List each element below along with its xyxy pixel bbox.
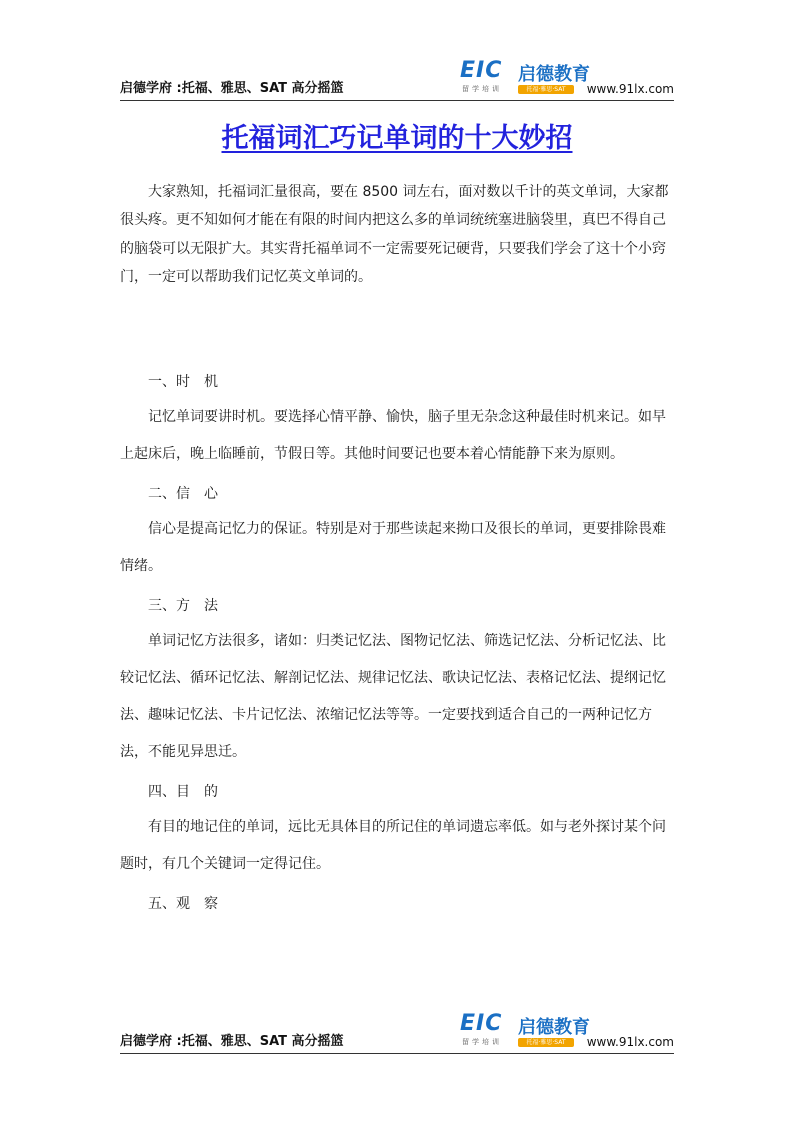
section-text-2: 信心是提高记忆力的保证。特别是对于那些读起来拗口及很长的单词，更要排除畏难情绪。 xyxy=(120,521,666,575)
footer-slogan: 启德学府 :托福、雅思、SAT 高分摇篮 xyxy=(120,1034,344,1049)
header-url[interactable]: www.91lx.com xyxy=(586,82,674,96)
logo-name: 启德教育 xyxy=(518,1017,590,1038)
page-footer xyxy=(120,1009,674,1054)
logo-subtitle: 留学培训 xyxy=(462,1038,502,1046)
logo-tag: 托福·雅思·SAT xyxy=(518,1038,574,1047)
section-heading-1: 一、时 机 xyxy=(148,374,218,391)
section-text-3: 单词记忆方法很多，诸如：归类记忆法、图物记忆法、筛选记忆法、分析记忆法、比较记忆法、循环记忆法、解剖记忆法、规律记忆法、歌诀记忆法、表格记忆法、提纲记忆法、趣味记忆法、卡片记忆法、浓缩记忆法等等。一定要找到适合自己的一两种记忆方法，不能见异思迁。 xyxy=(120,633,666,761)
section-heading-5: 五、观 察 xyxy=(148,896,218,913)
logo-name: 启德教育 xyxy=(518,64,590,85)
page-header xyxy=(120,56,674,101)
eic-logo-footer xyxy=(460,1011,590,1049)
page-title: 托福词汇巧记单词的十大妙招 xyxy=(221,123,573,154)
section-heading-4: 四、目 的 xyxy=(148,784,218,801)
logo-mark: EIC xyxy=(460,1011,503,1036)
eic-logo xyxy=(460,58,590,96)
section-text-4: 有目的地记住的单词，远比无具体目的所记住的单词遗忘率低。如与老外探讨某个问题时，有几个关键词一定得记住。 xyxy=(120,819,666,873)
intro-paragraph: 大家熟知，托福词汇量很高，要在 8500 词左右，面对数以千计的英文单词，大家都很头疼。更不知如何才能在有限的时间内把这么多的单词统统塞进脑袋里，真巴不得自己的脑袋可以无限扩大。其实背托福单词不一定需要死记硬背，只要我们学会了这十个小窍门，一定可以帮助我们记忆英文单词的。 xyxy=(120,184,669,285)
logo-mark: EIC xyxy=(460,58,503,83)
header-slogan: 启德学府 :托福、雅思、SAT 高分摇篮 xyxy=(120,81,344,96)
article-body xyxy=(120,178,676,925)
section-heading-2: 二、信 心 xyxy=(148,486,218,503)
footer-url[interactable]: www.91lx.com xyxy=(586,1035,674,1049)
section-heading-3: 三、方 法 xyxy=(148,598,218,615)
section-text-1: 记忆单词要讲时机。要选择心情平静、愉快，脑子里无杂念这种最佳时机来记。如早上起床后，晚上临睡前，节假日等。其他时间要记也要本着心情能静下来为原则。 xyxy=(120,409,666,463)
logo-subtitle: 留学培训 xyxy=(462,85,502,93)
logo-tag: 托福·雅思·SAT xyxy=(518,85,574,94)
